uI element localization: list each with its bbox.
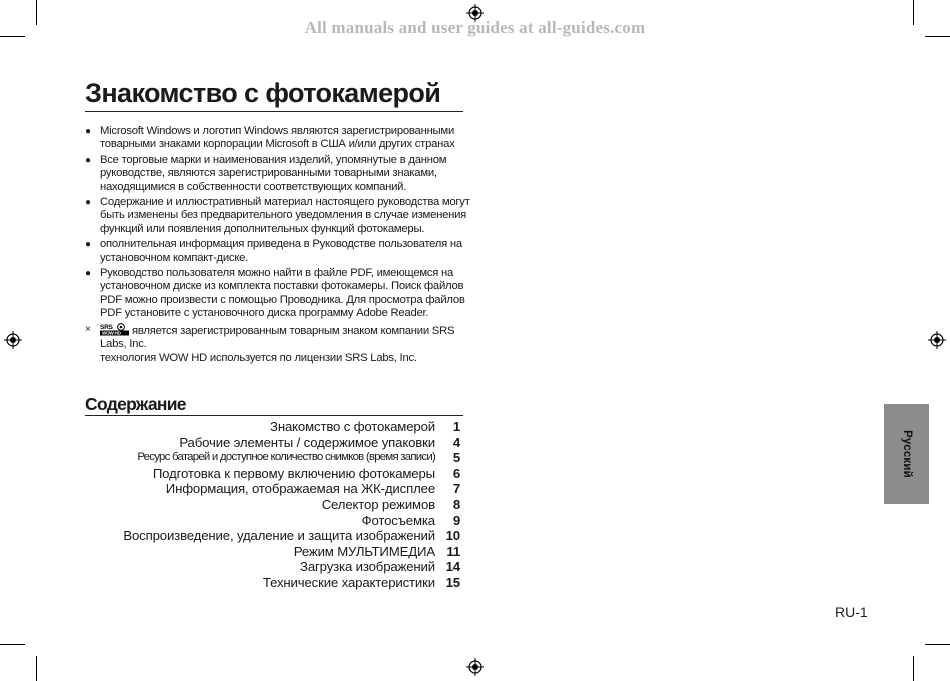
- toc-entry[interactable]: [100, 513, 460, 529]
- toc-heading: Содержание: [85, 394, 463, 416]
- srs-notice-line2: технология WOW HD используется по лицензии SRS Labs, Inc.: [100, 351, 417, 364]
- srs-wow-hd-logo-icon: [100, 323, 129, 336]
- bullet-icon: ●: [85, 154, 91, 166]
- toc-entry[interactable]: [100, 435, 460, 451]
- toc-entry-page: 9: [452, 512, 460, 528]
- svg-text:SRS: SRS: [100, 323, 113, 331]
- toc-entry-label: Ресурс батарей и доступное количество снимков (время записи): [137, 451, 435, 464]
- cross-mark-icon: ×: [85, 323, 91, 335]
- notice-text: Все торговые марки и наименования изделий, упомянутые в данном руководстве, являются зарегистрированными товарными знаками, находящимися в собственности соответствующих компаний.: [100, 153, 447, 193]
- svg-text:WOW HD: WOW HD: [102, 330, 121, 336]
- bullet-icon: ●: [85, 268, 91, 280]
- table-of-contents: [100, 419, 460, 591]
- toc-entry-page: 7: [452, 481, 460, 497]
- toc-entry-label: Технические характеристики: [262, 574, 435, 590]
- notice-text: Microsoft Windows и логотип Windows являются зарегистрированными товарными знаками корпорации Microsoft в США и/или других странах: [100, 125, 455, 151]
- notice-item: [85, 238, 470, 265]
- srs-notice-line1: является зарегистрированным товарным знаком компании SRS Labs, Inc.: [100, 324, 455, 351]
- page-number: RU-1: [835, 604, 868, 620]
- notice-text: Содержание и иллюстративный материал настоящего руководства могут быть изменены без предварительного уведомления в случае изменения функций или появления дополнительных функций фотокамеры.: [100, 196, 470, 235]
- notice-text: Руководство пользователя можно найти в файле PDF, имеющемся на установочном диске из комплекта поставки фотокамеры. Поиск файлов PDF можно произвести с помощью Проводника. Для просмотра файлов PDF установите с установочного диска программу Adobe Reader.: [100, 267, 465, 320]
- notice-text: ополнительная информация приведена в Руководстве пользователя на установочном компакт-диске.: [100, 238, 462, 264]
- crop-mark-bottom-right-h: [925, 644, 950, 645]
- crop-mark-bottom-right-v: [913, 656, 914, 681]
- toc-entry-page: 4: [452, 434, 460, 450]
- crop-mark-bottom-left-h: [0, 644, 25, 645]
- toc-entry-label: Подготовка к первому включению фотокамеры: [152, 465, 435, 481]
- page-title: Знакомство с фотокамерой: [85, 76, 463, 112]
- toc-entry[interactable]: [100, 559, 460, 575]
- notice-item: [85, 125, 470, 152]
- registration-mark-right-icon: [928, 331, 946, 349]
- toc-entry-label: Воспроизведение, удаление и защита изображений: [123, 528, 435, 544]
- notice-item: [85, 154, 470, 194]
- toc-entry-label: Рабочие элементы / содержимое упаковки: [179, 434, 435, 450]
- language-tab: [884, 404, 929, 504]
- toc-entry[interactable]: [100, 419, 460, 435]
- toc-entry[interactable]: [100, 481, 460, 497]
- language-tab-label: Русский: [900, 430, 913, 478]
- toc-entry-page: 11: [446, 543, 460, 559]
- registration-mark-bottom-icon: [466, 658, 484, 676]
- notice-item: [85, 267, 470, 321]
- toc-entry-page: 1: [452, 419, 460, 434]
- bullet-icon: ●: [85, 239, 91, 251]
- notices-list: [85, 125, 470, 367]
- toc-entry-page: 10: [445, 528, 460, 544]
- toc-entry[interactable]: [100, 497, 460, 513]
- toc-entry-label: Фотосъемка: [361, 512, 435, 528]
- toc-entry-page: 14: [445, 559, 460, 575]
- crop-mark-bottom-left-v: [36, 656, 37, 681]
- watermark: All manuals and user guides at all-guides.com: [304, 18, 646, 37]
- registration-mark-left-icon: [4, 331, 22, 349]
- toc-entry-page: 5: [452, 450, 460, 466]
- bullet-icon: ●: [85, 126, 91, 137]
- toc-entry[interactable]: [100, 450, 460, 466]
- toc-entry-label: Информация, отображаемая на ЖК-дисплее: [165, 481, 435, 497]
- srs-notice: [85, 323, 470, 365]
- toc-entry-label: Режим МУЛЬТИМЕДИА: [293, 543, 435, 559]
- bullet-icon: ●: [85, 197, 91, 209]
- toc-entry[interactable]: [100, 575, 460, 591]
- toc-entry-label: Загрузка изображений: [300, 559, 435, 575]
- toc-entry-page: 6: [452, 465, 460, 481]
- toc-entry-label: Селектор режимов: [321, 496, 435, 512]
- toc-entry-page: 15: [445, 574, 460, 590]
- toc-entry[interactable]: [100, 466, 460, 482]
- toc-entry[interactable]: [100, 528, 460, 544]
- notice-item: [85, 196, 470, 236]
- toc-entry-label: Знакомство с фотокамерой: [270, 419, 435, 434]
- toc-entry[interactable]: [100, 544, 460, 560]
- toc-entry-page: 8: [452, 496, 460, 512]
